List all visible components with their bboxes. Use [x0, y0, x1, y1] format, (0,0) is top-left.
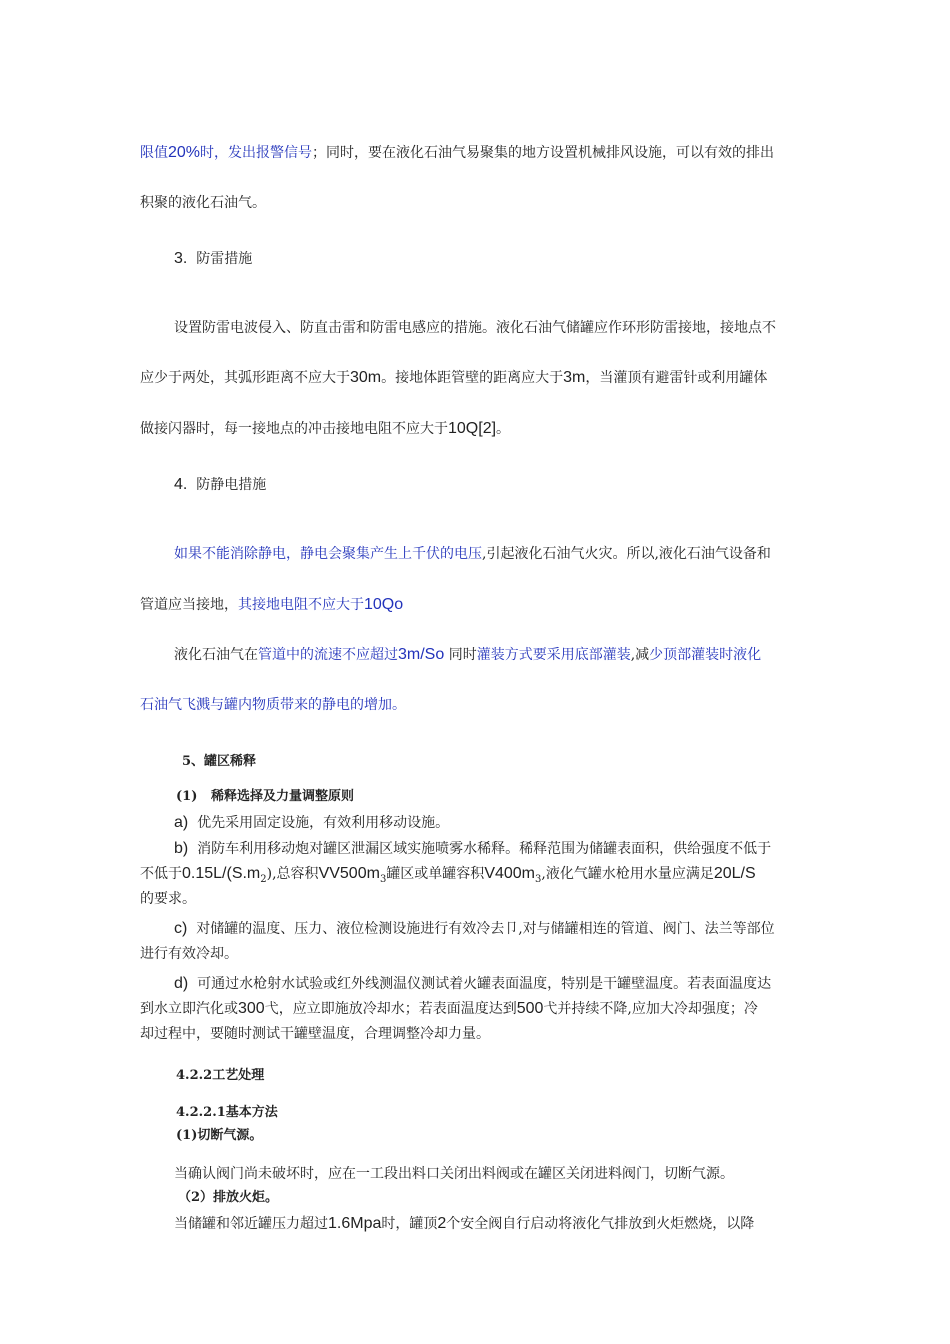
body-text: ,引起液化石油气火灾。所以,液化石油气设备和: [482, 546, 771, 562]
paragraph-line: 石油气飞溅与罐内物质带来的静电的增加。: [140, 697, 406, 713]
body-text: 做接闪器时，每一接地点的冲击接地电阻不应大于: [140, 421, 448, 437]
section-number: 3.: [174, 250, 188, 267]
highlight-number: 3m/So: [398, 646, 445, 663]
body-text: 到水立即汽化或: [140, 1001, 238, 1017]
body-text: ): [266, 866, 273, 882]
body-text: 不低于: [140, 866, 182, 882]
body-text: 罐区或单罐容积: [386, 866, 485, 882]
highlight-text: 限值: [140, 145, 168, 161]
section-heading-4: [174, 475, 854, 495]
highlight-text: 时，发出报警信号: [200, 145, 313, 161]
subscript: 3: [535, 873, 542, 885]
list-item-c-line: 进行有效冷却。: [140, 946, 238, 962]
list-item-d-line: [140, 999, 820, 1019]
step-heading-cut: (1)切断气源。: [176, 1128, 263, 1143]
highlight-text: 如果不能消除静电，静电会聚集产生上千伏的电压: [174, 546, 482, 562]
highlight-number: 20%: [168, 144, 201, 161]
list-marker: b): [174, 840, 189, 857]
subscript: 3: [379, 873, 387, 885]
highlight-text: 管道中的流速不应超过: [258, 647, 398, 663]
list-item-b-line: 的要求。: [140, 891, 196, 907]
body-text: 弋并持续不降,应加大冷却强度；冷: [543, 1001, 758, 1017]
body-text: 个安全阀自行启动将液化气排放到火炬燃烧，以降: [446, 1216, 755, 1232]
list-item-b-line: [140, 864, 820, 890]
section-number: 4.: [174, 476, 188, 493]
paragraph-line: 当确认阀门尚未破坏时，应在一工段出料口关闭出料阀或在罐区关闭进料阀门，切断气源。: [174, 1166, 734, 1182]
subscript: 2: [260, 873, 267, 885]
number-text: V400m: [484, 865, 536, 882]
body-text: 当储罐和邻近罐压力超过: [174, 1216, 328, 1232]
paragraph-line: [174, 544, 854, 564]
paragraph-line: [140, 595, 820, 615]
body-text: ,总容积: [272, 866, 319, 882]
highlight-number: 10Qo: [364, 596, 404, 613]
paragraph-line: [140, 419, 820, 439]
subsection-heading: [176, 787, 856, 807]
body-text: 应少于两处，其弧形距离不应大于: [140, 370, 350, 386]
number-text: 3m: [563, 369, 586, 386]
highlight-text: 灌装方式要采用底部灌装: [476, 647, 631, 663]
list-item-d-line: 却过程中，要随时测试干罐壁温度，合理调整冷却力量。: [140, 1026, 490, 1042]
section-title: 防雷措施: [196, 251, 253, 267]
section-heading-422: 4.2.2工艺处理: [176, 1068, 265, 1083]
number-text: VV500m: [318, 865, 380, 882]
list-item-c: [174, 919, 854, 939]
subsection-number: (1): [176, 789, 198, 804]
body-text: ，当灌顶有避雷针或利用罐体: [585, 370, 768, 386]
paragraph-line: 积聚的液化石油气。: [140, 195, 266, 211]
list-marker: c): [174, 920, 188, 937]
list-text: 对储罐的温度、压力、液位检测设施进行有效冷去卩,对与储罐相连的管道、阀门、法兰等部位: [196, 921, 775, 937]
number-text: 1.6Mpa: [328, 1215, 382, 1232]
list-marker: a): [174, 814, 189, 831]
number-text: 0.15L/(S.m: [182, 865, 261, 882]
list-text: 可通过水枪射水试验或红外线测温仪测试着火罐表面温度，特别是干罐壁温度。若表面温度达: [197, 976, 772, 992]
list-item-d: [174, 974, 854, 994]
section-heading-5: 5、罐区稀释: [182, 754, 257, 769]
number-text: 20L/S: [713, 865, 756, 882]
section-heading-3: [174, 249, 854, 269]
number-text: 10Q[2]: [448, 420, 497, 437]
number-text: 2: [437, 1215, 447, 1232]
highlight-text: 少顶部灌装时液化: [649, 647, 762, 663]
subsection-title: 稀释选择及力量调整原则: [210, 789, 354, 804]
body-text: 。接地体距管壁的距离应大于: [381, 370, 564, 386]
body-text: 弋，应立即施放冷却水；若表面温度达到: [264, 1001, 517, 1017]
section-title: 防静电措施: [196, 477, 267, 493]
list-text: 消防车利用移动炮对罐区泄漏区域实施喷雾水稀释。稀释范围为储罐表面积，供给强度不低于: [197, 841, 772, 857]
body-text: ；同时，要在液化石油气易聚集的地方设置机械排风设施，可以有效的排出: [312, 145, 775, 161]
body-text: 管道应当接地，: [140, 597, 238, 613]
paragraph-line: [174, 1214, 854, 1234]
section-heading-4221: 4.2.2.1基本方法: [176, 1105, 278, 1120]
step-heading-flare: （2）排放火炬。: [178, 1190, 279, 1205]
list-item-b: [174, 839, 854, 859]
paragraph-line: [140, 368, 820, 388]
body-text: 。: [496, 421, 511, 437]
highlight-text: 其接地电阻不应大于: [238, 597, 364, 613]
paragraph-line: 设置防雷电波侵入、防直击雷和防雷电感应的措施。液化石油气储罐应作环形防雷接地，接地点不: [174, 320, 776, 336]
number-text: 30m: [350, 369, 382, 386]
list-text: 优先采用固定设施，有效利用移动设施。: [197, 815, 450, 831]
list-marker: d): [174, 975, 189, 992]
body-text: ,减: [630, 647, 650, 663]
paragraph-line: [140, 143, 820, 163]
body-text: 液化石油气在: [174, 647, 258, 663]
body-text: 时，罐顶: [381, 1216, 438, 1232]
body-text: ,液化气罐水枪用水量应满足: [541, 866, 714, 882]
paragraph-line: [174, 645, 854, 665]
number-text: 300: [238, 1000, 265, 1017]
list-item-a: [174, 813, 854, 833]
body-text: 同时: [448, 647, 477, 663]
number-text: 500: [516, 1000, 544, 1017]
